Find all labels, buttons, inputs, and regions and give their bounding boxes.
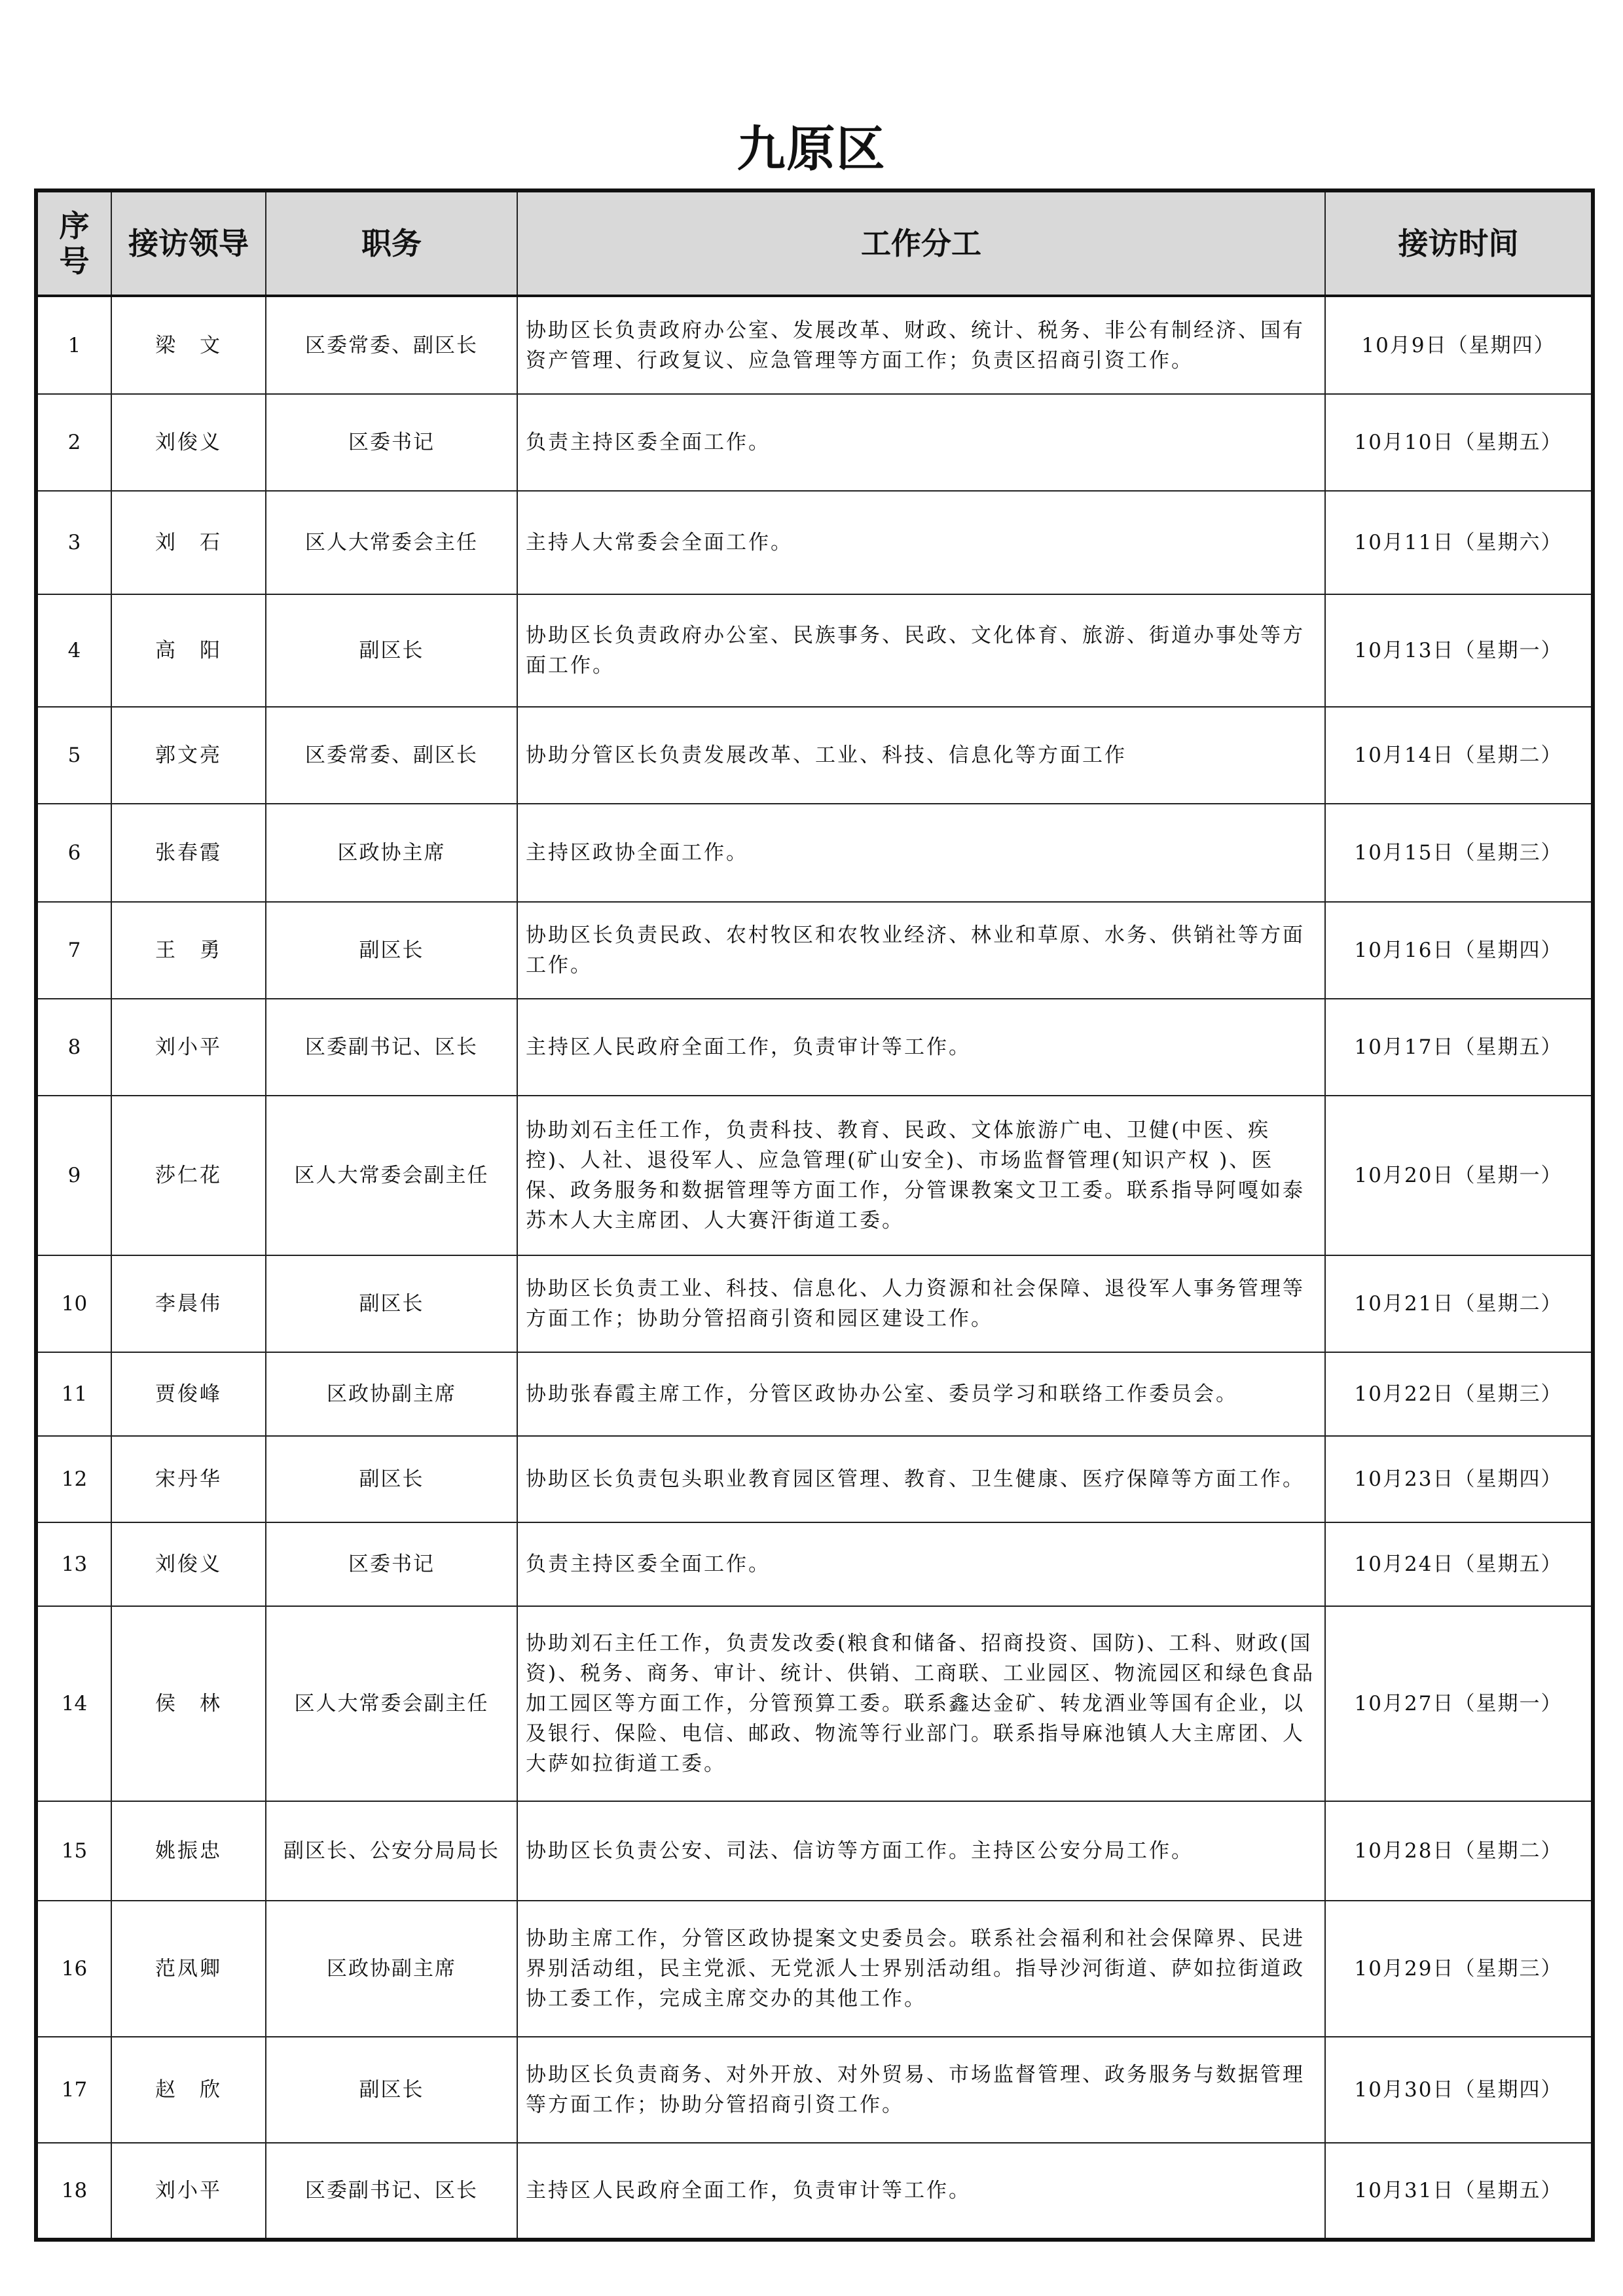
table-row bbox=[36, 1436, 1593, 1522]
cell-seq: 18 bbox=[36, 2143, 111, 2240]
cell-duty: 协助区长负责公安、司法、信访等方面工作。主持区公安分局工作。 bbox=[517, 1801, 1325, 1901]
cell-time: 10月15日（星期三） bbox=[1325, 804, 1593, 902]
cell-duty: 协助刘石主任工作，负责发改委(粮食和储备、招商投资、国防)、工科、财政(国资)、税务、商务、审计、统计、供销、工商联、工业园区、物流园区和绿色食品加工园区等方面工作，分管预算工委。联系鑫达金矿、转龙酒业等国有企业，以及银行、保险、电信、邮政、物流等行业部门。联系指导麻池镇人大主席团、人大萨如拉街道工委。 bbox=[517, 1606, 1325, 1801]
header-time: 接访时间 bbox=[1325, 190, 1593, 296]
cell-seq: 10 bbox=[36, 1255, 111, 1352]
table-row bbox=[36, 1096, 1593, 1255]
table-row bbox=[36, 1352, 1593, 1436]
cell-leader: 李晨伟 bbox=[111, 1255, 266, 1352]
cell-duty: 协助区长负责商务、对外开放、对外贸易、市场监督管理、政务服务与数据管理等方面工作；协助分管招商引资工作。 bbox=[517, 2037, 1325, 2143]
cell-duty: 协助区长负责民政、农村牧区和农牧业经济、林业和草原、水务、供销社等方面工作。 bbox=[517, 902, 1325, 999]
cell-seq: 2 bbox=[36, 394, 111, 491]
cell-leader: 刘俊义 bbox=[111, 1522, 266, 1606]
cell-duty: 协助分管区长负责发展改革、工业、科技、信息化等方面工作 bbox=[517, 707, 1325, 804]
cell-position: 区委副书记、区长 bbox=[266, 2143, 517, 2240]
cell-time: 10月30日（星期四） bbox=[1325, 2037, 1593, 2143]
page-title: 九原区 bbox=[737, 121, 886, 177]
table-row bbox=[36, 999, 1593, 1096]
cell-duty: 协助张春霞主席工作，分管区政协办公室、委员学习和联络工作委员会。 bbox=[517, 1352, 1325, 1436]
cell-position: 区政协副主席 bbox=[266, 1352, 517, 1436]
cell-position: 区委常委、副区长 bbox=[266, 296, 517, 394]
cell-position: 副区长 bbox=[266, 1255, 517, 1352]
header-seq: 序号 bbox=[36, 190, 111, 296]
cell-leader: 高 阳 bbox=[111, 594, 266, 707]
cell-time: 10月21日（星期二） bbox=[1325, 1255, 1593, 1352]
cell-position: 副区长 bbox=[266, 594, 517, 707]
cell-position: 区委书记 bbox=[266, 1522, 517, 1606]
table-row bbox=[36, 2037, 1593, 2143]
cell-seq: 4 bbox=[36, 594, 111, 707]
cell-seq: 13 bbox=[36, 1522, 111, 1606]
cell-position: 区政协主席 bbox=[266, 804, 517, 902]
cell-seq: 8 bbox=[36, 999, 111, 1096]
cell-leader: 侯 林 bbox=[111, 1606, 266, 1801]
cell-position: 区人大常委会副主任 bbox=[266, 1606, 517, 1801]
cell-duty: 协助刘石主任工作，负责科技、教育、民政、文体旅游广电、卫健(中医、疾控)、人社、退役军人、应急管理(矿山安全)、市场监督管理(知识产权 )、医保、政务服务和数据管理等方面工作，分管课教案文卫工委。联系指导阿嘎如泰苏木人大主席团、人大赛汗街道工委。 bbox=[517, 1096, 1325, 1255]
cell-position: 区人大常委会主任 bbox=[266, 491, 517, 594]
header-duty: 工作分工 bbox=[517, 190, 1325, 296]
cell-leader: 刘小平 bbox=[111, 999, 266, 1096]
reception-schedule-table bbox=[34, 188, 1595, 2242]
cell-time: 10月11日（星期六） bbox=[1325, 491, 1593, 594]
cell-seq: 3 bbox=[36, 491, 111, 594]
cell-seq: 12 bbox=[36, 1436, 111, 1522]
table-row bbox=[36, 394, 1593, 491]
cell-duty: 协助区长负责政府办公室、民族事务、民政、文化体育、旅游、街道办事处等方面工作。 bbox=[517, 594, 1325, 707]
cell-time: 10月16日（星期四） bbox=[1325, 902, 1593, 999]
cell-time: 10月24日（星期五） bbox=[1325, 1522, 1593, 1606]
cell-duty: 主持区政协全面工作。 bbox=[517, 804, 1325, 902]
cell-position: 副区长 bbox=[266, 2037, 517, 2143]
cell-time: 10月28日（星期二） bbox=[1325, 1801, 1593, 1901]
cell-leader: 莎仁花 bbox=[111, 1096, 266, 1255]
cell-time: 10月29日（星期三） bbox=[1325, 1901, 1593, 2037]
cell-seq: 14 bbox=[36, 1606, 111, 1801]
table-row bbox=[36, 1522, 1593, 1606]
cell-leader: 宋丹华 bbox=[111, 1436, 266, 1522]
table-row bbox=[36, 2143, 1593, 2240]
cell-time: 10月23日（星期四） bbox=[1325, 1436, 1593, 1522]
cell-duty: 负责主持区委全面工作。 bbox=[517, 394, 1325, 491]
cell-position: 区委书记 bbox=[266, 394, 517, 491]
table-row bbox=[36, 1606, 1593, 1801]
cell-leader: 范凤卿 bbox=[111, 1901, 266, 2037]
cell-seq: 5 bbox=[36, 707, 111, 804]
table-row bbox=[36, 707, 1593, 804]
cell-duty: 主持人大常委会全面工作。 bbox=[517, 491, 1325, 594]
table-row bbox=[36, 804, 1593, 902]
cell-duty: 协助主席工作，分管区政协提案文史委员会。联系社会福利和社会保障界、民进界别活动组，民主党派、无党派人士界别活动组。指导沙河街道、萨如拉街道政协工委工作，完成主席交办的其他工作。 bbox=[517, 1901, 1325, 2037]
cell-seq: 9 bbox=[36, 1096, 111, 1255]
cell-leader: 王 勇 bbox=[111, 902, 266, 999]
cell-time: 10月10日（星期五） bbox=[1325, 394, 1593, 491]
cell-duty: 协助区长负责政府办公室、发展改革、财政、统计、税务、非公有制经济、国有资产管理、行政复议、应急管理等方面工作；负责区招商引资工作。 bbox=[517, 296, 1325, 394]
header-row bbox=[36, 190, 1593, 296]
table-row bbox=[36, 1801, 1593, 1901]
cell-leader: 贾俊峰 bbox=[111, 1352, 266, 1436]
cell-time: 10月22日（星期三） bbox=[1325, 1352, 1593, 1436]
cell-position: 副区长 bbox=[266, 1436, 517, 1522]
cell-leader: 姚振忠 bbox=[111, 1801, 266, 1901]
cell-seq: 16 bbox=[36, 1901, 111, 2037]
cell-position: 区委常委、副区长 bbox=[266, 707, 517, 804]
cell-seq: 7 bbox=[36, 902, 111, 999]
cell-duty: 协助区长负责工业、科技、信息化、人力资源和社会保障、退役军人事务管理等方面工作；协助分管招商引资和园区建设工作。 bbox=[517, 1255, 1325, 1352]
cell-position: 区委副书记、区长 bbox=[266, 999, 517, 1096]
table-row bbox=[36, 1255, 1593, 1352]
cell-duty: 负责主持区委全面工作。 bbox=[517, 1522, 1325, 1606]
cell-seq: 1 bbox=[36, 296, 111, 394]
table-row bbox=[36, 491, 1593, 594]
cell-seq: 6 bbox=[36, 804, 111, 902]
cell-position: 区政协副主席 bbox=[266, 1901, 517, 2037]
cell-seq: 11 bbox=[36, 1352, 111, 1436]
cell-position: 区人大常委会副主任 bbox=[266, 1096, 517, 1255]
cell-position: 副区长、公安分局局长 bbox=[266, 1801, 517, 1901]
cell-time: 10月31日（星期五） bbox=[1325, 2143, 1593, 2240]
table-row bbox=[36, 296, 1593, 394]
cell-duty: 主持区人民政府全面工作，负责审计等工作。 bbox=[517, 999, 1325, 1096]
cell-leader: 刘 石 bbox=[111, 491, 266, 594]
cell-leader: 赵 欣 bbox=[111, 2037, 266, 2143]
cell-time: 10月20日（星期一） bbox=[1325, 1096, 1593, 1255]
cell-leader: 刘小平 bbox=[111, 2143, 266, 2240]
table-row bbox=[36, 1901, 1593, 2037]
cell-seq: 15 bbox=[36, 1801, 111, 1901]
cell-seq: 17 bbox=[36, 2037, 111, 2143]
cell-time: 10月14日（星期二） bbox=[1325, 707, 1593, 804]
header-leader: 接访领导 bbox=[111, 190, 266, 296]
cell-leader: 刘俊义 bbox=[111, 394, 266, 491]
cell-duty: 主持区人民政府全面工作，负责审计等工作。 bbox=[517, 2143, 1325, 2240]
table-row bbox=[36, 594, 1593, 707]
cell-duty: 协助区长负责包头职业教育园区管理、教育、卫生健康、医疗保障等方面工作。 bbox=[517, 1436, 1325, 1522]
table-row bbox=[36, 902, 1593, 999]
cell-leader: 张春霞 bbox=[111, 804, 266, 902]
cell-time: 10月13日（星期一） bbox=[1325, 594, 1593, 707]
cell-time: 10月27日（星期一） bbox=[1325, 1606, 1593, 1801]
cell-time: 10月17日（星期五） bbox=[1325, 999, 1593, 1096]
cell-leader: 梁 文 bbox=[111, 296, 266, 394]
cell-time: 10月9日（星期四） bbox=[1325, 296, 1593, 394]
cell-leader: 郭文亮 bbox=[111, 707, 266, 804]
cell-position: 副区长 bbox=[266, 902, 517, 999]
header-position: 职务 bbox=[266, 190, 517, 296]
